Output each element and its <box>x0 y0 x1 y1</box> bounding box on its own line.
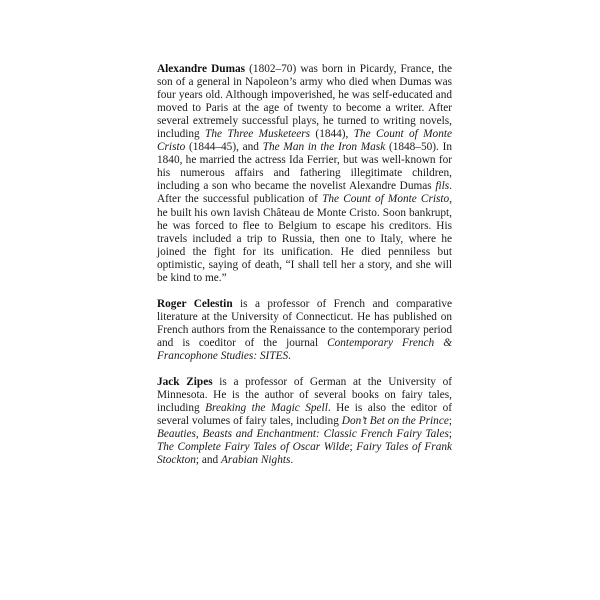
work-title: The Man in the Iron Mask <box>262 141 386 154</box>
bio-jack-zipes <box>157 376 452 467</box>
bio-text: ; <box>349 441 357 454</box>
work-title: The Three Musketeers <box>205 128 311 141</box>
bio-text: (1848–50). In 1840, he married the actress Ida Ferrier, but was well-known for his numerous affairs and fathering illegitimate children, including a son who became the novelist Alexandre Dumas <box>157 141 452 193</box>
bio-text: , he built his own lavish Château de Monte Cristo. Soon bankrupt, he was forced to flee to Belgium to escape his creditors. His travels included a trip to Russia, then one to Italy, where he joined the fight for its unification. He died penniless but optimistic, saying of death, “I shall tell her a story, and she will be kind to me.” <box>157 193 453 284</box>
work-title: Contemporary French & Francophone Studies: SITES <box>157 336 452 362</box>
work-title: Fairy Tales of Frank Stockton <box>157 441 452 467</box>
work-title: Breaking the Magic Spell <box>205 402 328 415</box>
author-name: Alexandre Dumas <box>157 63 246 75</box>
work-title: Beauties, Beasts and Enchantment: Classic French Fairy Tales <box>157 428 449 441</box>
work-title: The Count of Monte Cristo <box>157 128 453 154</box>
work-title: Arabian Nights <box>221 454 291 467</box>
bio-text: is a professor of French and comparative literature at the University of Connecticut. He has published on French authors from the Renaissance to the contemporary period and is coeditor of the journal <box>157 297 453 349</box>
author-name: Roger Celestin <box>157 297 233 310</box>
bio-alexandre-dumas <box>157 63 452 285</box>
bio-roger-celestin <box>157 298 452 363</box>
bio-text: . <box>290 454 294 467</box>
bio-text: . <box>288 349 291 362</box>
work-title: The Count of Monte Cristo <box>322 193 450 206</box>
work-title: fils <box>435 180 450 193</box>
author-name: Jack Zipes <box>157 376 213 389</box>
bio-text: ; and <box>195 454 222 467</box>
work-title: The Complete Fairy Tales of Oscar Wilde <box>157 441 350 454</box>
author-bios-page <box>157 63 452 480</box>
bio-text: (1802–70) was born in Picardy, France, the son of a general in Napoleon’s army who died when Dumas was four years old. Although impoverished, he was self-educated and moved to Paris at the age of twenty to become a writer. After several extremely successful plays, he turned to writing novels, including <box>157 63 453 141</box>
bio-text: ; <box>448 428 452 441</box>
bio-text: ; <box>448 415 452 428</box>
work-title: Don’t Bet on the Prince <box>341 415 449 428</box>
bio-text: (1844–45), and <box>185 141 263 154</box>
bio-text: . After the successful publication of <box>157 180 452 206</box>
bio-text: (1844), <box>310 128 354 141</box>
bio-text: . He is also the editor of several volumes of fairy tales, including <box>157 402 452 428</box>
bio-text: is a professor of German at the University of Minnesota. He is the author of several books on fairy tales, including <box>157 376 452 415</box>
